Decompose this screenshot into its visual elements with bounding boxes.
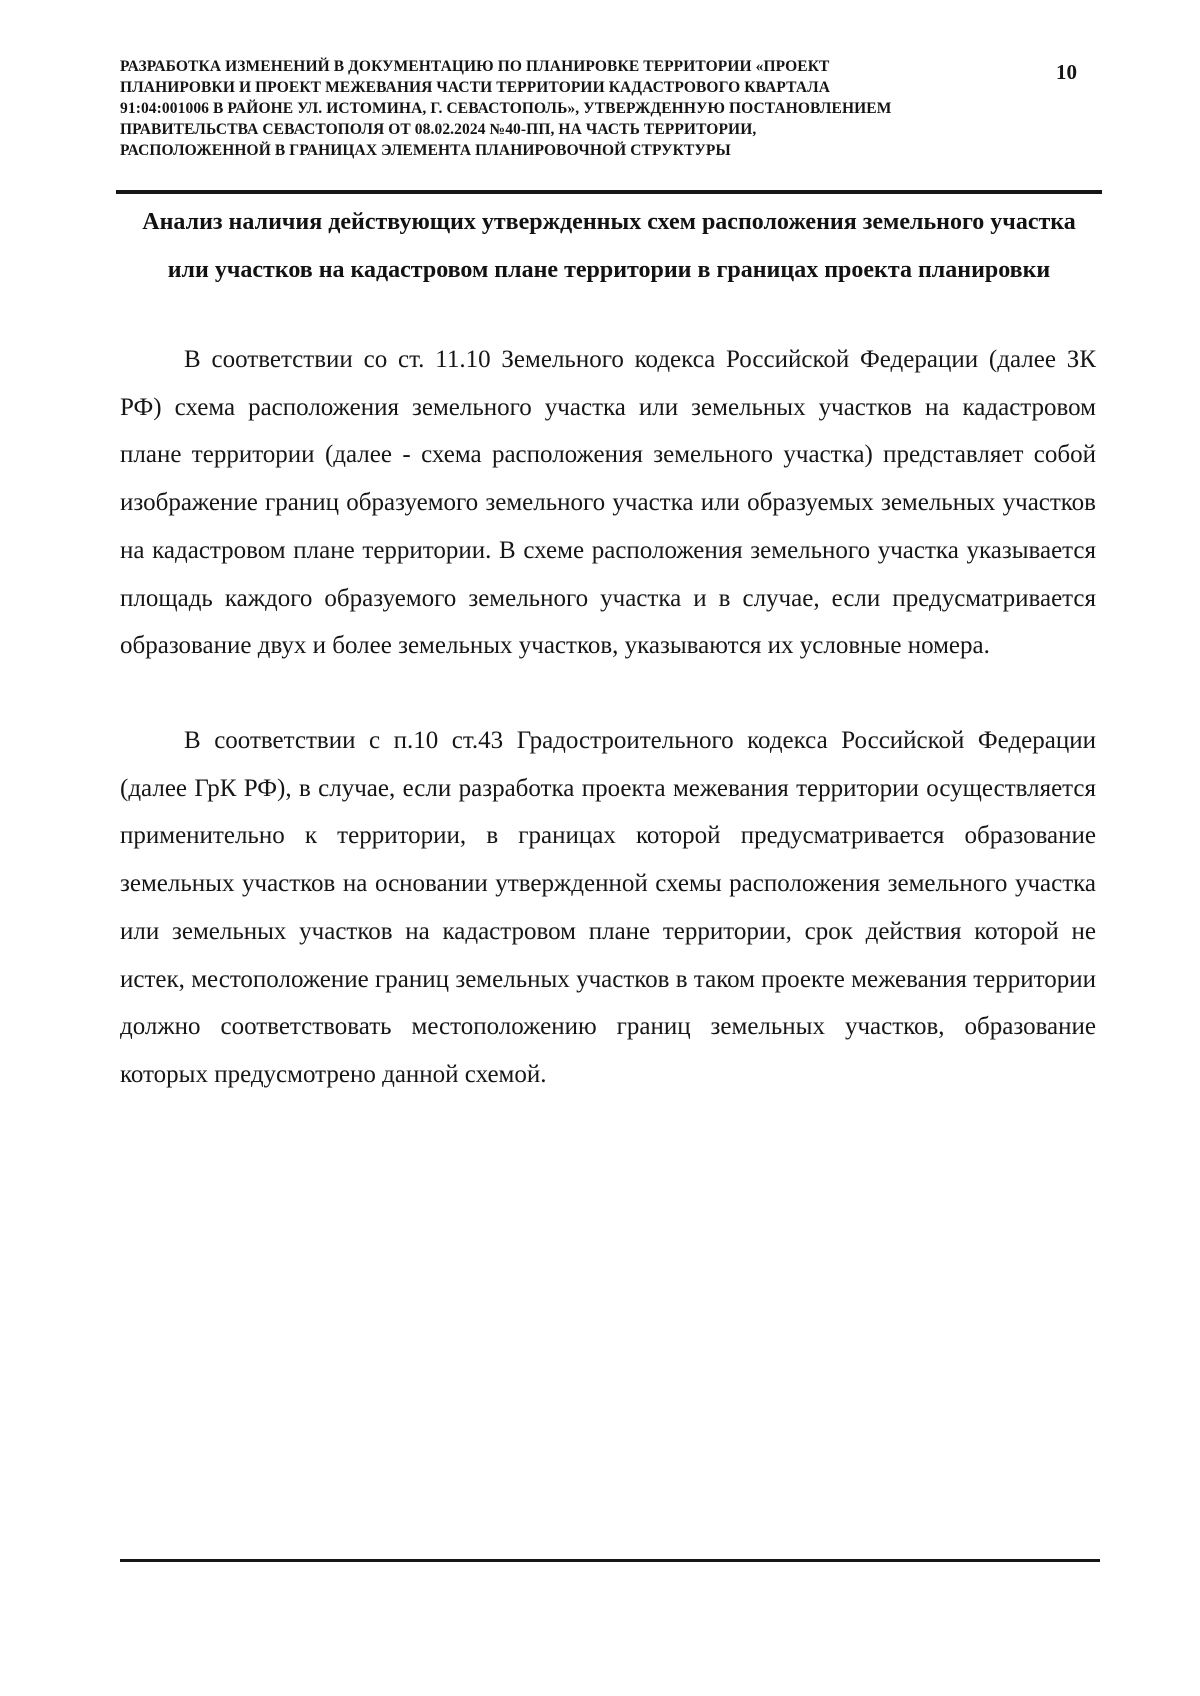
page-number: 10 [1056,60,1077,84]
header-divider [116,190,1102,194]
section-title: Анализ наличия действующих утвержденных схем расположения земельного участка или участков на кадастровом плане территории в границах проекта планировки [142,209,1076,283]
body-paragraph-1: В соответствии со ст. 11.10 Земельного кодекса Российской Федерации (далее ЗК РФ) схема расположения земельного участка или земельных участков на кадастровом плане территории (далее - схема расположения земельного участка) представляет собой изображение границ образуемого земельного участка или образуемых земельных участков на кадастровом плане территории. В схеме расположения земельного участка указывается площадь каждого образуемого земельного участка и в случае, если предусматривается образование двух и более земельных участков, указываются их условные номера. [120,346,1096,660]
document-header: РАЗРАБОТКА ИЗМЕНЕНИЙ В ДОКУМЕНТАЦИЮ ПО ПЛАНИРОВКЕ ТЕРРИТОРИИ «ПРОЕКТ ПЛАНИРОВКИ И ПРОЕКТ МЕЖЕВАНИЯ ЧАСТИ ТЕРРИТОРИИ КАДАСТРОВОГО КВАРТАЛА 91:04:001006 В РАЙОНЕ УЛ. ИСТОМИНА, Г. СЕВАСТОПОЛЬ», УТВЕРЖДЕННУЮ ПОСТАНОВЛЕНИЕМ ПРАВИТЕЛЬСТВА СЕВАСТОПОЛЯ ОТ 08.02.2024 №40-ПП, НА ЧАСТЬ ТЕРРИТОРИИ, РАСПОЛОЖЕННОЙ В ГРАНИЦАХ ЭЛЕМЕНТА ПЛАНИРОВОЧНОЙ СТРУКТУРЫ [120,58,892,159]
body-paragraph-2: В соответствии с п.10 ст.43 Градостроительного кодекса Российской Федерации (далее ГрК РФ), в случае, если разработка проекта межевания территории осуществляется применительно к территории, в границах которой предусматривается образование земельных участков на основании утвержденной схемы расположения земельного участка или земельных участков на кадастровом плане территории, срок действия которой не истек, местоположение границ земельных участков в таком проекте межевания территории должно соответствовать местоположению границ земельных участков, образование которых предусмотрено данной схемой. [120,727,1096,1088]
footer-divider [120,1559,1100,1562]
